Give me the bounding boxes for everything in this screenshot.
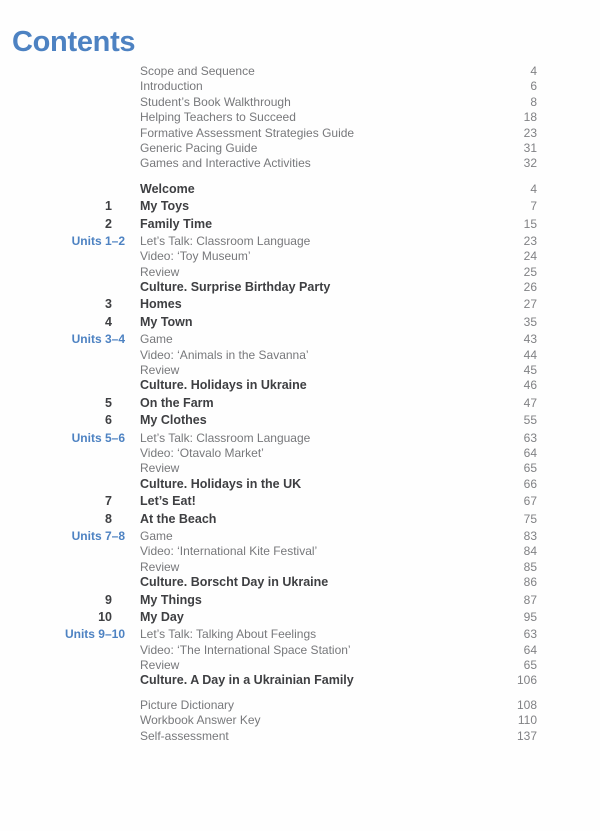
toc-row bbox=[0, 378, 537, 393]
entry-page-number: 18 bbox=[523, 110, 537, 125]
toc-row bbox=[0, 79, 537, 94]
entry-title: Review bbox=[140, 264, 180, 279]
entry-page-number: 108 bbox=[516, 697, 537, 712]
units-group-label: Units 9–10 bbox=[64, 627, 125, 642]
entry-page-number: 55 bbox=[523, 413, 537, 428]
entry-page-number: 87 bbox=[523, 592, 537, 607]
unit-number: 1 bbox=[105, 199, 112, 214]
toc-row bbox=[0, 217, 537, 232]
entry-title: Video: ‘The International Space Station’ bbox=[140, 642, 351, 657]
units-toc-list bbox=[0, 182, 537, 689]
entry-page-number: 86 bbox=[523, 575, 537, 590]
entry-page-number: 66 bbox=[523, 476, 537, 491]
entry-page-number: 6 bbox=[530, 79, 537, 94]
unit-number: 9 bbox=[105, 592, 112, 607]
toc-row bbox=[0, 315, 537, 330]
entry-title: Video: ‘Toy Museum’ bbox=[140, 249, 251, 264]
entry-title: Picture Dictionary bbox=[140, 697, 235, 712]
entry-title: Game bbox=[140, 332, 173, 347]
toc-row bbox=[0, 673, 537, 688]
toc-row bbox=[0, 141, 537, 156]
entry-title: Video: ‘Otavalo Market’ bbox=[140, 445, 264, 460]
toc-row bbox=[0, 182, 537, 197]
entry-page-number: 63 bbox=[523, 430, 537, 445]
toc-row bbox=[0, 413, 537, 428]
entry-page-number: 32 bbox=[523, 156, 537, 171]
toc-row bbox=[0, 560, 537, 575]
entry-title: Generic Pacing Guide bbox=[140, 140, 258, 155]
entry-title: Review bbox=[140, 658, 180, 673]
entry-page-number: 23 bbox=[523, 233, 537, 248]
toc-row bbox=[0, 126, 537, 141]
entry-page-number: 4 bbox=[530, 181, 537, 196]
entry-title: Let’s Talk: Classroom Language bbox=[140, 430, 311, 445]
toc-row bbox=[0, 234, 537, 249]
toc-row bbox=[0, 627, 537, 642]
entry-title: Let’s Talk: Talking About Feelings bbox=[140, 627, 317, 642]
toc-row bbox=[0, 265, 537, 280]
entry-page-number: 137 bbox=[516, 728, 537, 743]
toc-row bbox=[0, 643, 537, 658]
toc-row bbox=[0, 446, 537, 461]
entry-title: Workbook Answer Key bbox=[140, 713, 261, 728]
entry-title: Culture. A Day in a Ukrainian Family bbox=[140, 673, 354, 688]
toc-row bbox=[0, 64, 537, 79]
entry-page-number: 64 bbox=[523, 642, 537, 657]
entry-title: My Toys bbox=[140, 199, 190, 214]
entry-title: Formative Assessment Strategies Guide bbox=[140, 125, 355, 140]
entry-title: Student’s Book Walkthrough bbox=[140, 94, 291, 109]
entry-title: Video: ‘International Kite Festival’ bbox=[140, 544, 318, 559]
toc-row bbox=[0, 249, 537, 264]
entry-title: Let’s Eat! bbox=[140, 494, 196, 509]
entry-title: Games and Interactive Activities bbox=[140, 156, 311, 171]
entry-title: Scope and Sequence bbox=[140, 64, 255, 78]
toc-row bbox=[0, 729, 537, 744]
entry-title: Culture. Holidays in Ukraine bbox=[140, 378, 307, 393]
back-matter-list bbox=[0, 698, 537, 744]
entry-title: Let’s Talk: Classroom Language bbox=[140, 233, 311, 248]
unit-number: 4 bbox=[105, 314, 112, 329]
entry-page-number: 26 bbox=[523, 280, 537, 295]
entry-title: Family Time bbox=[140, 216, 213, 231]
entry-page-number: 4 bbox=[530, 64, 537, 78]
entry-title: Homes bbox=[140, 297, 182, 312]
toc-row bbox=[0, 348, 537, 363]
entry-page-number: 7 bbox=[530, 199, 537, 214]
entry-page-number: 24 bbox=[523, 249, 537, 264]
unit-number: 3 bbox=[105, 297, 112, 312]
entry-title: Helping Teachers to Succeed bbox=[140, 110, 296, 125]
front-matter-list bbox=[0, 64, 537, 172]
entry-title: Culture. Borscht Day in Ukraine bbox=[140, 575, 329, 590]
toc-row bbox=[0, 110, 537, 125]
toc-row bbox=[0, 575, 537, 590]
entry-page-number: 45 bbox=[523, 363, 537, 378]
entry-title: Welcome bbox=[140, 181, 195, 196]
toc-row bbox=[0, 512, 537, 527]
toc-row bbox=[0, 544, 537, 559]
unit-number: 8 bbox=[105, 511, 112, 526]
entry-title: At the Beach bbox=[140, 511, 217, 526]
toc-row bbox=[0, 95, 537, 110]
toc-row bbox=[0, 431, 537, 446]
toc-row bbox=[0, 529, 537, 544]
entry-page-number: 95 bbox=[523, 609, 537, 624]
toc-row bbox=[0, 658, 537, 673]
entry-title: Video: ‘Animals in the Savanna’ bbox=[140, 347, 309, 362]
toc-row bbox=[0, 199, 537, 214]
entry-title: My Things bbox=[140, 592, 202, 607]
entry-page-number: 65 bbox=[523, 658, 537, 673]
units-group-label: Units 1–2 bbox=[71, 233, 125, 248]
entry-title: Culture. Surprise Birthday Party bbox=[140, 280, 331, 295]
unit-number: 2 bbox=[105, 216, 112, 231]
entry-title: Introduction bbox=[140, 79, 203, 94]
entry-page-number: 64 bbox=[523, 445, 537, 460]
units-group-label: Units 7–8 bbox=[71, 528, 125, 543]
entry-page-number: 106 bbox=[516, 673, 537, 688]
entry-title: Game bbox=[140, 528, 173, 543]
unit-number: 7 bbox=[105, 494, 112, 509]
entry-page-number: 43 bbox=[523, 332, 537, 347]
unit-number: 6 bbox=[105, 413, 112, 428]
unit-number: 10 bbox=[98, 609, 112, 624]
toc-row bbox=[0, 297, 537, 312]
entry-page-number: 44 bbox=[523, 347, 537, 362]
entry-page-number: 35 bbox=[523, 314, 537, 329]
toc-row bbox=[0, 363, 537, 378]
entry-title: Review bbox=[140, 461, 180, 476]
toc-row bbox=[0, 593, 537, 608]
toc-row bbox=[0, 280, 537, 295]
toc-row bbox=[0, 461, 537, 476]
entry-title: My Town bbox=[140, 314, 193, 329]
toc-row bbox=[0, 698, 537, 713]
entry-page-number: 75 bbox=[523, 511, 537, 526]
entry-page-number: 110 bbox=[517, 713, 537, 728]
entry-page-number: 8 bbox=[530, 94, 537, 109]
toc-row bbox=[0, 494, 537, 509]
entry-page-number: 15 bbox=[523, 216, 537, 231]
entry-page-number: 31 bbox=[523, 140, 537, 155]
entry-page-number: 46 bbox=[523, 378, 537, 393]
toc-row bbox=[0, 396, 537, 411]
entry-page-number: 85 bbox=[523, 559, 537, 574]
entry-page-number: 83 bbox=[523, 528, 537, 543]
units-group-label: Units 5–6 bbox=[71, 430, 125, 445]
entry-page-number: 23 bbox=[523, 125, 537, 140]
entry-title: Culture. Holidays in the UK bbox=[140, 476, 302, 491]
toc-row bbox=[0, 156, 537, 171]
page-title: Contents bbox=[12, 26, 136, 58]
toc-row bbox=[0, 713, 537, 728]
unit-number: 5 bbox=[105, 395, 112, 410]
entry-page-number: 47 bbox=[523, 395, 537, 410]
entry-title: Review bbox=[140, 559, 180, 574]
entry-page-number: 84 bbox=[523, 544, 537, 559]
entry-title: On the Farm bbox=[140, 395, 214, 410]
entry-title: Self-assessment bbox=[140, 728, 229, 743]
entry-page-number: 65 bbox=[523, 461, 537, 476]
entry-page-number: 27 bbox=[523, 297, 537, 312]
entry-title: Review bbox=[140, 363, 180, 378]
entry-page-number: 67 bbox=[523, 494, 537, 509]
toc-row bbox=[0, 332, 537, 347]
toc-row bbox=[0, 477, 537, 492]
entry-title: My Clothes bbox=[140, 413, 207, 428]
entry-page-number: 25 bbox=[523, 264, 537, 279]
entry-title: My Day bbox=[140, 609, 184, 624]
units-group-label: Units 3–4 bbox=[71, 332, 125, 347]
entry-page-number: 63 bbox=[523, 627, 537, 642]
toc-row bbox=[0, 610, 537, 625]
